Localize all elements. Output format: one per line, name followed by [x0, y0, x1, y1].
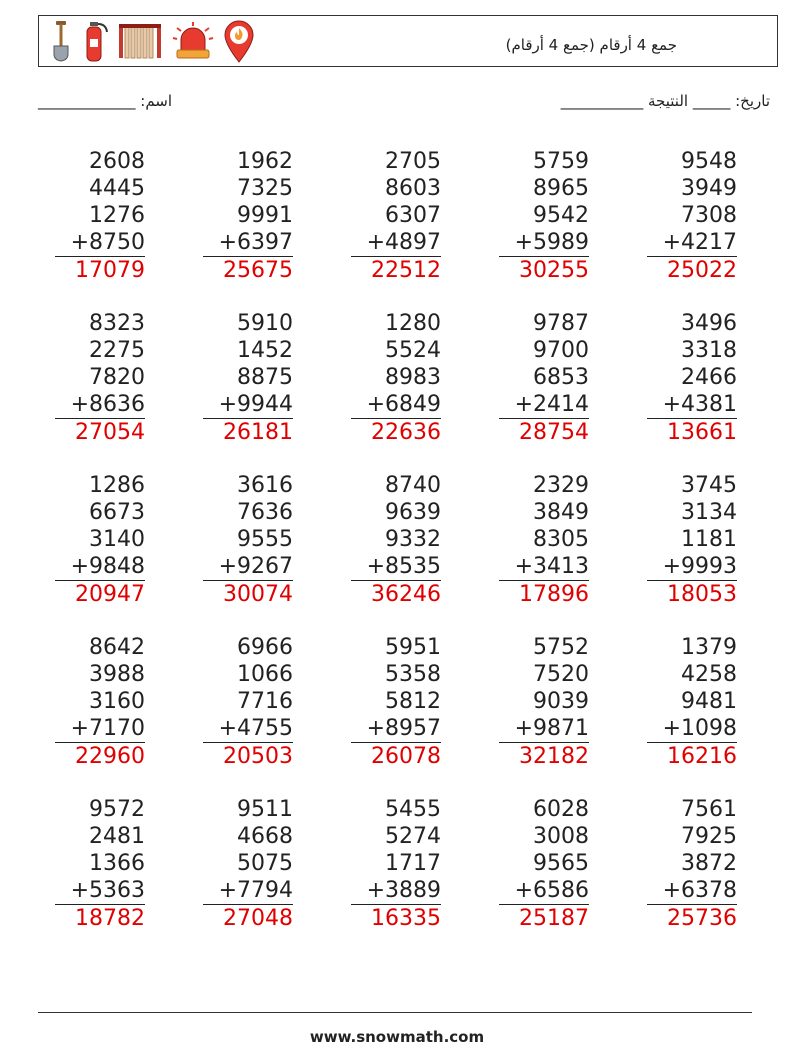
addend-1: 3745	[681, 473, 737, 498]
addend-2: 1066	[237, 662, 293, 687]
addend-3: 3140	[89, 527, 145, 552]
addend-1: 8740	[385, 473, 441, 498]
addition-problem	[351, 148, 441, 284]
addition-problem	[351, 472, 441, 608]
addend-3: 1181	[681, 527, 737, 552]
answer: 20503	[223, 744, 293, 769]
answer: 25736	[667, 906, 737, 931]
addend-4: +6849	[351, 391, 441, 419]
answer: 18053	[667, 582, 737, 607]
addend-1: 5752	[533, 635, 589, 660]
answer: 25675	[223, 258, 293, 283]
addend-2: 4445	[89, 176, 145, 201]
addend-3: 2466	[681, 365, 737, 390]
answer: 27048	[223, 906, 293, 931]
addend-3: 1276	[89, 203, 145, 228]
answer: 13661	[667, 420, 737, 445]
addend-4: +5989	[499, 229, 589, 257]
addend-4: +4755	[203, 715, 293, 743]
addition-problem	[55, 310, 145, 446]
footer-divider	[38, 1012, 752, 1013]
fire-location-pin-icon	[223, 19, 255, 63]
addend-2: 1452	[237, 338, 293, 363]
answer: 17079	[75, 258, 145, 283]
addition-problem	[203, 148, 293, 284]
addend-1: 8323	[89, 311, 145, 336]
addend-2: 5524	[385, 338, 441, 363]
addition-problem	[55, 472, 145, 608]
answer: 22960	[75, 744, 145, 769]
addend-1: 5910	[237, 311, 293, 336]
addend-2: 7925	[681, 824, 737, 849]
addend-3: 6853	[533, 365, 589, 390]
addend-4: +2414	[499, 391, 589, 419]
answer: 26078	[371, 744, 441, 769]
footer-site: www.snowmath.com	[309, 1028, 485, 1046]
addend-4: +8750	[55, 229, 145, 257]
addend-1: 2329	[533, 473, 589, 498]
addend-2: 7325	[237, 176, 293, 201]
addend-3: 7308	[681, 203, 737, 228]
addend-2: 2275	[89, 338, 145, 363]
addend-4: +9848	[55, 553, 145, 581]
addition-problem	[647, 148, 737, 284]
addend-4: +6397	[203, 229, 293, 257]
addend-2: 8965	[533, 176, 589, 201]
addend-1: 9572	[89, 797, 145, 822]
addend-2: 3988	[89, 662, 145, 687]
addition-problem	[203, 310, 293, 446]
addition-problem	[351, 796, 441, 932]
answer: 17896	[519, 582, 589, 607]
addend-2: 4258	[681, 662, 737, 687]
answer: 25187	[519, 906, 589, 931]
addend-4: +6378	[647, 877, 737, 905]
addend-2: 4668	[237, 824, 293, 849]
fire-extinguisher-icon	[81, 19, 109, 63]
addend-2: 7636	[237, 500, 293, 525]
addend-3: 8875	[237, 365, 293, 390]
addend-4: +4381	[647, 391, 737, 419]
addend-3: 9039	[533, 689, 589, 714]
addition-problem	[647, 796, 737, 932]
addend-3: 7716	[237, 689, 293, 714]
addend-1: 5455	[385, 797, 441, 822]
addend-4: +9993	[647, 553, 737, 581]
addend-3: 5075	[237, 851, 293, 876]
addend-1: 2608	[89, 149, 145, 174]
addend-1: 5951	[385, 635, 441, 660]
addend-4: +9944	[203, 391, 293, 419]
answer: 36246	[371, 582, 441, 607]
addend-2: 9639	[385, 500, 441, 525]
answer: 28754	[519, 420, 589, 445]
date-score-field: تاريخ: _____ النتيجة ___________	[560, 92, 770, 110]
addend-3: 3872	[681, 851, 737, 876]
addend-3: 9565	[533, 851, 589, 876]
addend-4: +8535	[351, 553, 441, 581]
addend-2: 3849	[533, 500, 589, 525]
addition-problem	[647, 634, 737, 770]
answer: 27054	[75, 420, 145, 445]
addition-problem	[647, 310, 737, 446]
addend-1: 9511	[237, 797, 293, 822]
answer: 25022	[667, 258, 737, 283]
addend-1: 1286	[89, 473, 145, 498]
addition-problem	[351, 310, 441, 446]
addend-2: 9700	[533, 338, 589, 363]
addend-2: 5274	[385, 824, 441, 849]
addend-4: +7170	[55, 715, 145, 743]
addition-problem	[647, 472, 737, 608]
addend-1: 6966	[237, 635, 293, 660]
addend-2: 3318	[681, 338, 737, 363]
addend-3: 8983	[385, 365, 441, 390]
addend-2: 3134	[681, 500, 737, 525]
addend-2: 8603	[385, 176, 441, 201]
addend-2: 2481	[89, 824, 145, 849]
addend-1: 7561	[681, 797, 737, 822]
addend-1: 3496	[681, 311, 737, 336]
addend-2: 3949	[681, 176, 737, 201]
addend-2: 7520	[533, 662, 589, 687]
worksheet-header	[38, 15, 778, 67]
name-field: اسم: _____________	[38, 92, 173, 110]
shovel-icon	[49, 20, 73, 62]
addend-4: +8636	[55, 391, 145, 419]
addend-3: 5812	[385, 689, 441, 714]
addend-1: 2705	[385, 149, 441, 174]
addition-problem	[203, 634, 293, 770]
addition-problem	[203, 796, 293, 932]
alarm-siren-icon	[171, 20, 215, 62]
answer: 18782	[75, 906, 145, 931]
addend-4: +4897	[351, 229, 441, 257]
addition-problem	[499, 796, 589, 932]
addend-4: +3413	[499, 553, 589, 581]
addend-4: +6586	[499, 877, 589, 905]
header-icons	[49, 18, 255, 64]
addend-3: 9332	[385, 527, 441, 552]
answer: 32182	[519, 744, 589, 769]
addend-3: 9991	[237, 203, 293, 228]
addend-1: 8642	[89, 635, 145, 660]
addend-4: +3889	[351, 877, 441, 905]
answer: 30255	[519, 258, 589, 283]
worksheet-title: جمع 4 أرقام (جمع 4 أرقام)	[505, 36, 677, 54]
addend-3: 9542	[533, 203, 589, 228]
addend-4: +8957	[351, 715, 441, 743]
addend-4: +9871	[499, 715, 589, 743]
answer: 22512	[371, 258, 441, 283]
addend-1: 5759	[533, 149, 589, 174]
addend-3: 9555	[237, 527, 293, 552]
addend-2: 3008	[533, 824, 589, 849]
addition-problem	[499, 472, 589, 608]
addend-4: +4217	[647, 229, 737, 257]
addend-3: 7820	[89, 365, 145, 390]
addend-1: 1962	[237, 149, 293, 174]
addend-4: +7794	[203, 877, 293, 905]
addend-2: 6673	[89, 500, 145, 525]
addend-1: 6028	[533, 797, 589, 822]
addition-problem	[55, 148, 145, 284]
answer: 30074	[223, 582, 293, 607]
addend-4: +9267	[203, 553, 293, 581]
answer: 22636	[371, 420, 441, 445]
addend-2: 5358	[385, 662, 441, 687]
answer: 16216	[667, 744, 737, 769]
addend-4: +5363	[55, 877, 145, 905]
addend-3: 8305	[533, 527, 589, 552]
addend-3: 1717	[385, 851, 441, 876]
addend-3: 6307	[385, 203, 441, 228]
addition-problem	[499, 634, 589, 770]
answer: 26181	[223, 420, 293, 445]
addend-3: 1366	[89, 851, 145, 876]
answer: 20947	[75, 582, 145, 607]
addition-problem	[351, 634, 441, 770]
addend-3: 3160	[89, 689, 145, 714]
answer: 16335	[371, 906, 441, 931]
addend-1: 3616	[237, 473, 293, 498]
addend-1: 9787	[533, 311, 589, 336]
addition-problem	[55, 634, 145, 770]
addend-1: 1280	[385, 311, 441, 336]
addend-3: 9481	[681, 689, 737, 714]
addend-1: 9548	[681, 149, 737, 174]
addend-1: 1379	[681, 635, 737, 660]
addend-4: +1098	[647, 715, 737, 743]
addition-problem	[499, 148, 589, 284]
addition-problem	[499, 310, 589, 446]
addition-problem	[55, 796, 145, 932]
fire-hose-icon	[117, 20, 163, 62]
addition-problem	[203, 472, 293, 608]
